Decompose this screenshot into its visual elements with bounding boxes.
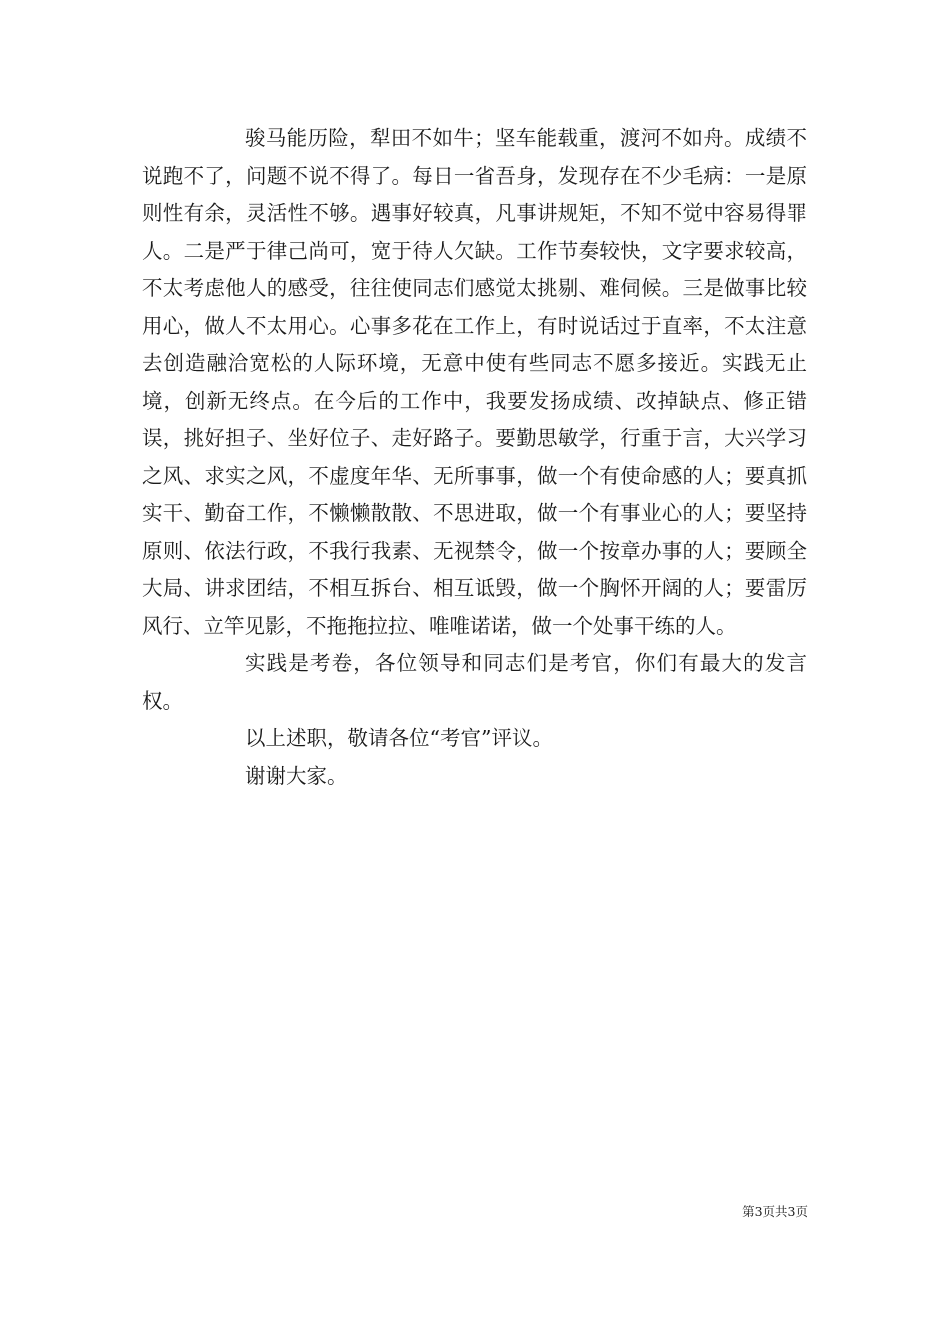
paragraph-exam-metaphor: 实践是考卷，各位领导和同志们是考官，你们有最大的发言权。 [142,651,807,713]
paragraph-request-review: 以上述职，敬请各位“考官”评议。 [245,726,553,750]
paragraph-thanks: 谢谢大家。 [245,763,348,788]
paragraph-self-assessment: 骏马能历险，犁田不如牛；坚车能载重，渡河不如舟。成绩不说跑不了，问题不说不得了。每日一省吾身，发现存在不少毛病：一是原则性有余，灵活性不够。遇事好较真，凡事讲规矩，不知不觉中容易得罪人。二是严于律己尚可，宽于待人欠缺。工作节奏较快，文字要求较高，不太考虑他人的感受，往往使同志们感觉太挑剔、难伺候。三是做事比较用心，做人不太用心。心事多花在工作上，有时说话过于直率，不太注意去创造融洽宽松的人际环境，无意中使有些同志不愿多接近。实践无止境，创新无终点。在今后的工作中，我要发扬成绩、改掉缺点、修正错误，挑好担子、坐好位子、走好路子。要勤思敏学，行重于言，大兴学习之风、求实之风，不虚度年华、无所事事，做一个有使命感的人；要真抓实干、勤奋工作，不懒懒散散、不思进取，做一个有事业心的人；要坚持原则、依法行政，不我行我素、无视禁令，做一个按章办事的人；要顾全大局、讲求团结，不相互拆台、相互诋毁，做一个胸怀开阔的人；要雷厉风行、立竿见影，不拖拖拉拉、唯唯诺诺，做一个处事干练的人。 [142,126,807,638]
page-number: 第3页共3页 [742,1204,808,1219]
document-body [142,120,807,795]
